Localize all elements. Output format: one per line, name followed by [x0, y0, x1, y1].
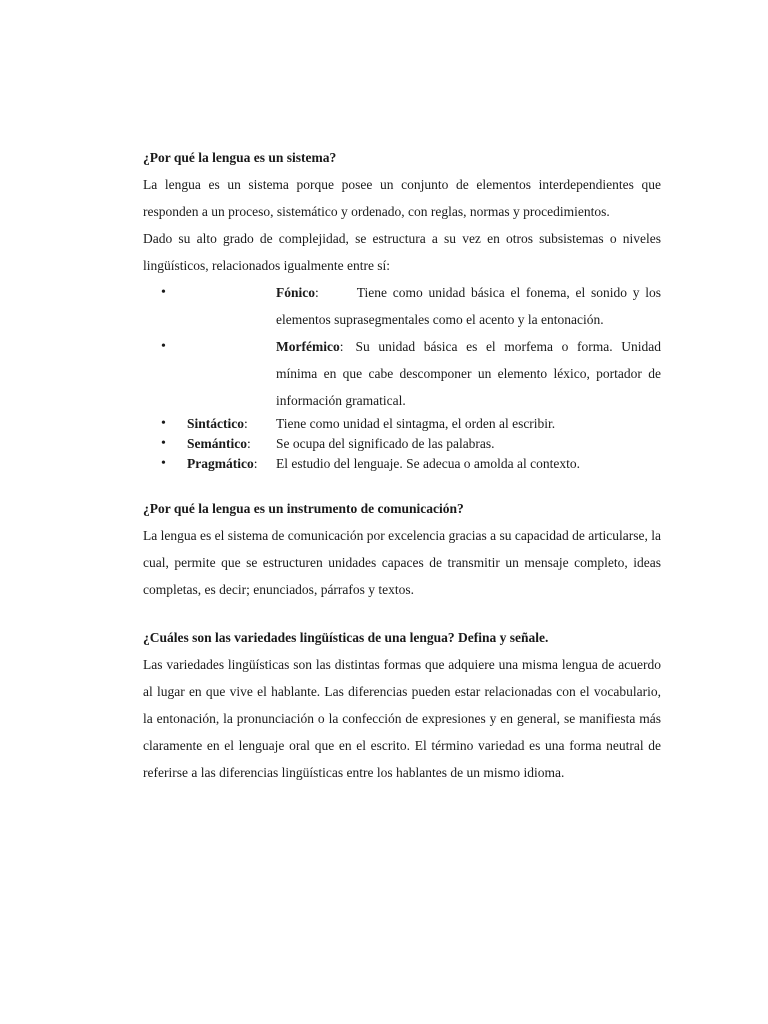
term-morfemico: Morfémico — [276, 339, 340, 354]
list-item-pragmatico — [143, 454, 661, 474]
bullet-icon: • — [161, 339, 166, 354]
list-item-morfemico — [143, 333, 661, 414]
paragraph-subsistemas: Dado su alto grado de complejidad, se estructura a su vez en otros subsistemas o niveles lingüísticos, relacionados igualmente entre sí: — [143, 231, 661, 273]
section-heading-comunicacion: ¿Por qué la lengua es un instrumento de comunicación? — [143, 501, 464, 516]
document-page — [143, 144, 661, 786]
paragraph-sistema-definicion: La lengua es un sistema porque posee un conjunto de elementos interdependientes que responden a un proceso, sistemático y ordenado, con reglas, normas y procedimientos. — [143, 177, 661, 219]
bullet-icon: • — [161, 456, 166, 471]
list-item-fonico — [143, 279, 661, 333]
bullet-icon: • — [161, 416, 166, 431]
desc-fonico: Tiene como unidad básica el fonema, el sonido y los elementos suprasegmentales como el acento y la entonación. — [276, 285, 661, 327]
desc-pragmatico: El estudio del lenguaje. Se adecua o amolda al contexto. — [276, 456, 581, 471]
section-heading-variedades: ¿Cuáles son las variedades lingüísticas de una lengua? Defina y señale. — [143, 630, 549, 645]
term-colon: : — [315, 285, 319, 300]
desc-sintactico: Tiene como unidad el sintagma, el orden al escribir. — [276, 416, 556, 431]
term-colon: : — [247, 436, 251, 451]
compact-list — [143, 414, 661, 474]
list-item-sintactico — [143, 414, 661, 434]
bullet-icon: • — [161, 285, 166, 300]
paragraph-variedades: Las variedades lingüísticas son las distintas formas que adquiere una misma lengua de acuerdo al lugar en que vive el hablante. Las diferencias pueden estar relacionadas con el vocabulario, la entonación, la pronunciación o la confección de expresiones y en general, se manifiesta más claramente en el lenguaje oral que en el escrito. El término variedad es una forma neutral de referirse a las diferencias lingüísticas entre los hablantes de un mismo idioma. — [143, 657, 661, 780]
section-heading-sistema: ¿Por qué la lengua es un sistema? — [143, 150, 337, 165]
term-semantico: Semántico — [187, 436, 247, 451]
desc-morfemico: Su unidad básica es el morfema o forma. Unidad mínima en que cabe descomponer un elemento léxico, portador de información gramatical. — [276, 339, 661, 408]
bullet-icon: • — [161, 436, 166, 451]
term-colon: : — [339, 339, 344, 354]
term-pragmatico: Pragmático — [187, 456, 254, 471]
list-item-semantico — [143, 434, 661, 454]
term-sintactico: Sintáctico — [187, 416, 244, 431]
desc-semantico: Se ocupa del significado de las palabras. — [276, 436, 495, 451]
term-fonico: Fónico — [276, 285, 315, 300]
term-colon: : — [253, 456, 258, 471]
term-colon: : — [244, 416, 248, 431]
paragraph-comunicacion: La lengua es el sistema de comunicación por excelencia gracias a su capacidad de articularse, la cual, permite que se estructuren unidades capaces de transmitir un mensaje completo, ideas completas, es decir; enunciados, párrafos y textos. — [143, 528, 661, 597]
